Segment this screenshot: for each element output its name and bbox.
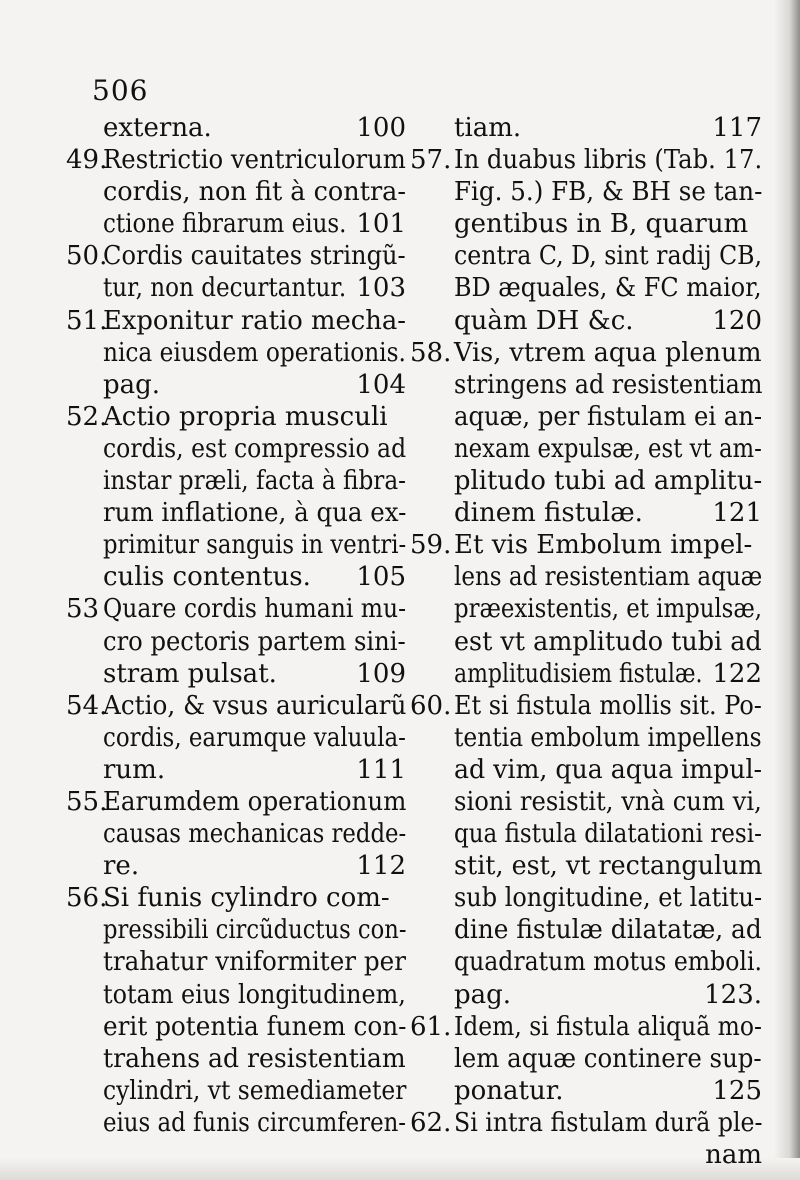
index-line [66,818,406,850]
index-line [410,818,762,850]
entry-text: culis contentus. [103,562,311,593]
entry-text: est vt amplitudo tubi ad [454,626,762,657]
page-reference: 105 [356,562,406,593]
index-line [410,112,762,144]
entry-text: externa. [103,113,212,143]
index-line [66,658,406,690]
entry-text: Actio propria musculi [103,401,388,432]
entry-text: cordis, est compressio ad [103,433,407,464]
index-line [410,144,762,176]
page-edge-shadow [774,0,800,1180]
index-line [410,176,762,208]
index-line [66,1011,406,1043]
index-line [410,658,762,690]
index-line [66,626,406,658]
entry-text: stit, est, vt rectangulum [454,851,763,882]
entry-text: cylindri, vt semediameter [103,1075,407,1106]
entry-text: instar præli, facta à fibra- [103,466,407,497]
index-line [66,1043,406,1075]
entry-text: tiam. [454,113,522,143]
entry-text: Et si fistula mollis sit. Po- [454,690,762,721]
entry-text: lem aquæ continere sup- [454,1043,762,1074]
page-reference: 111 [356,754,406,785]
page-reference: 117 [712,113,762,143]
entry-text: gentibus in B, quarum [454,209,749,240]
page-reference: 121 [712,498,762,529]
index-line [410,593,762,625]
index-line [66,176,406,208]
entry-text: cro pectoris partem sini- [103,626,406,657]
entry-text: Si funis cylindro com- [103,883,390,914]
index-line [410,433,762,465]
entry-text: Vis, vtrem aqua plenum [454,337,762,368]
entry-text: pressibili circũductus con- [103,915,407,946]
page-reference: 120 [712,305,762,336]
entry-text: tur, non decurtantur. [103,273,347,304]
entry-text: Et vis Embolum impel- [454,530,753,561]
index-column-right [410,112,762,1171]
entry-text: dine fistulæ dilatatæ, ad [454,915,762,946]
entry-text: Si intra fistulam durã ple- [454,1107,763,1138]
entry-text: stringens ad resistentiam [454,369,763,400]
index-line [66,337,406,369]
page-reference: 112 [356,851,406,882]
entry-text: rum inflatione, à qua ex- [103,498,407,529]
entry-text: nexam expulsæ, est vt am- [454,433,762,464]
page-reference: 109 [356,658,406,689]
index-line [410,914,762,946]
index-line [410,786,762,818]
entry-text: primitur sanguis in ventri- [103,530,407,561]
index-line [66,240,406,272]
index-line [410,208,762,240]
entry-number: 53 [66,594,100,625]
entry-text: BD æquales, & FC maior, [454,273,762,304]
entry-number: 62. [410,1107,452,1138]
index-line [66,529,406,561]
entry-text: causas mechanicas redde- [103,819,407,850]
entry-text: Fig. 5.) FB, & BH se tan- [454,177,763,208]
index-line [410,529,762,561]
index-line [410,305,762,337]
page-reference: 122 [712,658,762,689]
index-line [410,979,762,1011]
entry-text: amplitudisiem fistulæ. [454,658,703,689]
index-line [66,561,406,593]
index-line [410,497,762,529]
index-line [66,979,406,1011]
index-line [66,497,406,529]
entry-text: stram pulsat. [103,658,277,689]
entry-text: quadratum motus emboli. [454,947,762,978]
page-reference: 125 [712,1075,762,1106]
index-line [66,946,406,978]
entry-text: Exponitur ratio mecha- [103,305,407,336]
entry-number: 50. [66,241,108,272]
index-line [66,272,406,304]
entry-number: 56. [66,883,108,914]
entry-number: 61. [410,1011,452,1042]
index-column-left [66,112,406,1139]
entry-number: 51. [66,305,108,336]
index-line [410,850,762,882]
index-line [410,561,762,593]
entry-text: quàm DH &c. [454,305,634,336]
index-line [66,1107,406,1139]
index-line [66,722,406,754]
index-line [66,465,406,497]
index-line [410,882,762,914]
entry-text: trahatur vniformiter per [103,947,406,978]
index-line [66,401,406,433]
entry-text: tentia embolum impellens [454,722,762,753]
entry-text: Cordis cauitates stringũ- [103,241,406,272]
entry-text: In duabus libris (Tab. 17. [454,145,763,176]
index-line [66,882,406,914]
index-line [66,593,406,625]
entry-number: 55. [66,786,108,817]
entry-text: cordis, earumque valuula- [103,722,406,753]
entry-number: 60. [410,690,452,721]
entry-text: sub longitudine, et latitu- [454,883,763,914]
index-line [66,305,406,337]
page-number: 506 [92,74,149,107]
entry-text: præexistentis, et impulsæ, [454,594,763,625]
index-line [66,112,406,144]
index-line [410,1043,762,1075]
entry-text: erit potentia funem con- [103,1011,407,1042]
entry-text: Earumdem operationum [103,786,407,817]
index-line [410,1011,762,1043]
entry-number: 59. [410,530,452,561]
entry-number: 52. [66,401,108,432]
index-line [410,337,762,369]
entry-text: ponatur. [454,1075,564,1106]
index-line [66,433,406,465]
entry-text: plitudo tubi ad amplitu- [454,466,763,497]
entry-number: 54. [66,690,108,721]
entry-number: 58. [410,337,452,368]
page-reference: 123. [704,979,762,1010]
index-line [410,690,762,722]
entry-text: ctione fibrarum eius. [103,209,347,240]
index-line [410,722,762,754]
index-line [66,369,406,401]
index-line [66,850,406,882]
index-line [410,1075,762,1107]
entry-text: lens ad resistentiam aquæ [454,562,763,593]
page-reference: 100 [356,113,406,143]
page-reference: 104 [356,369,406,400]
entry-text: qua fistula dilatationi resi- [454,819,762,850]
entry-text: aquæ, per fistulam ei an- [454,401,763,432]
page-reference: 103 [356,273,406,304]
entry-number: 57. [410,145,452,176]
index-line [410,240,762,272]
index-line [410,626,762,658]
entry-text: centra C, D, sint radij CB, [454,241,763,272]
entry-text: re. [103,851,140,882]
entry-text: sioni resistit, vnà cum vi, [454,786,762,817]
index-line [410,401,762,433]
index-line [66,1075,406,1107]
index-line [66,786,406,818]
catchword: nam [705,1140,762,1170]
entry-text: eius ad funis circumferen- [103,1107,407,1138]
entry-number: 49. [66,145,108,176]
entry-text: ad vim, qua aqua impul- [454,754,763,785]
index-line [66,144,406,176]
entry-text: dinem fistulæ. [454,498,643,529]
entry-text: Actio, & vsus auricularũ [103,690,407,721]
entry-text: rum. [103,754,166,785]
entry-text: Quare cordis humani mu- [103,594,407,625]
entry-text: Restrictio ventriculorum [103,145,406,176]
index-line [410,272,762,304]
index-line [410,946,762,978]
entry-text: pag. [103,369,161,400]
index-line [410,754,762,786]
index-line [66,690,406,722]
index-line [66,754,406,786]
entry-text: trahens ad resistentiam [103,1043,406,1074]
index-line [66,208,406,240]
entry-text: nica eiusdem operationis. [103,337,406,368]
entry-text: pag. [454,979,512,1010]
entry-text: Idem, si fistula aliquã mo- [454,1011,762,1042]
index-line [410,369,762,401]
entry-text: cordis, non fit à contra- [103,177,406,208]
index-line [66,914,406,946]
page-reference: 101 [356,209,406,240]
entry-text: totam eius longitudinem, [103,979,406,1010]
index-line [410,465,762,497]
index-line [410,1139,762,1171]
index-line [410,1107,762,1139]
